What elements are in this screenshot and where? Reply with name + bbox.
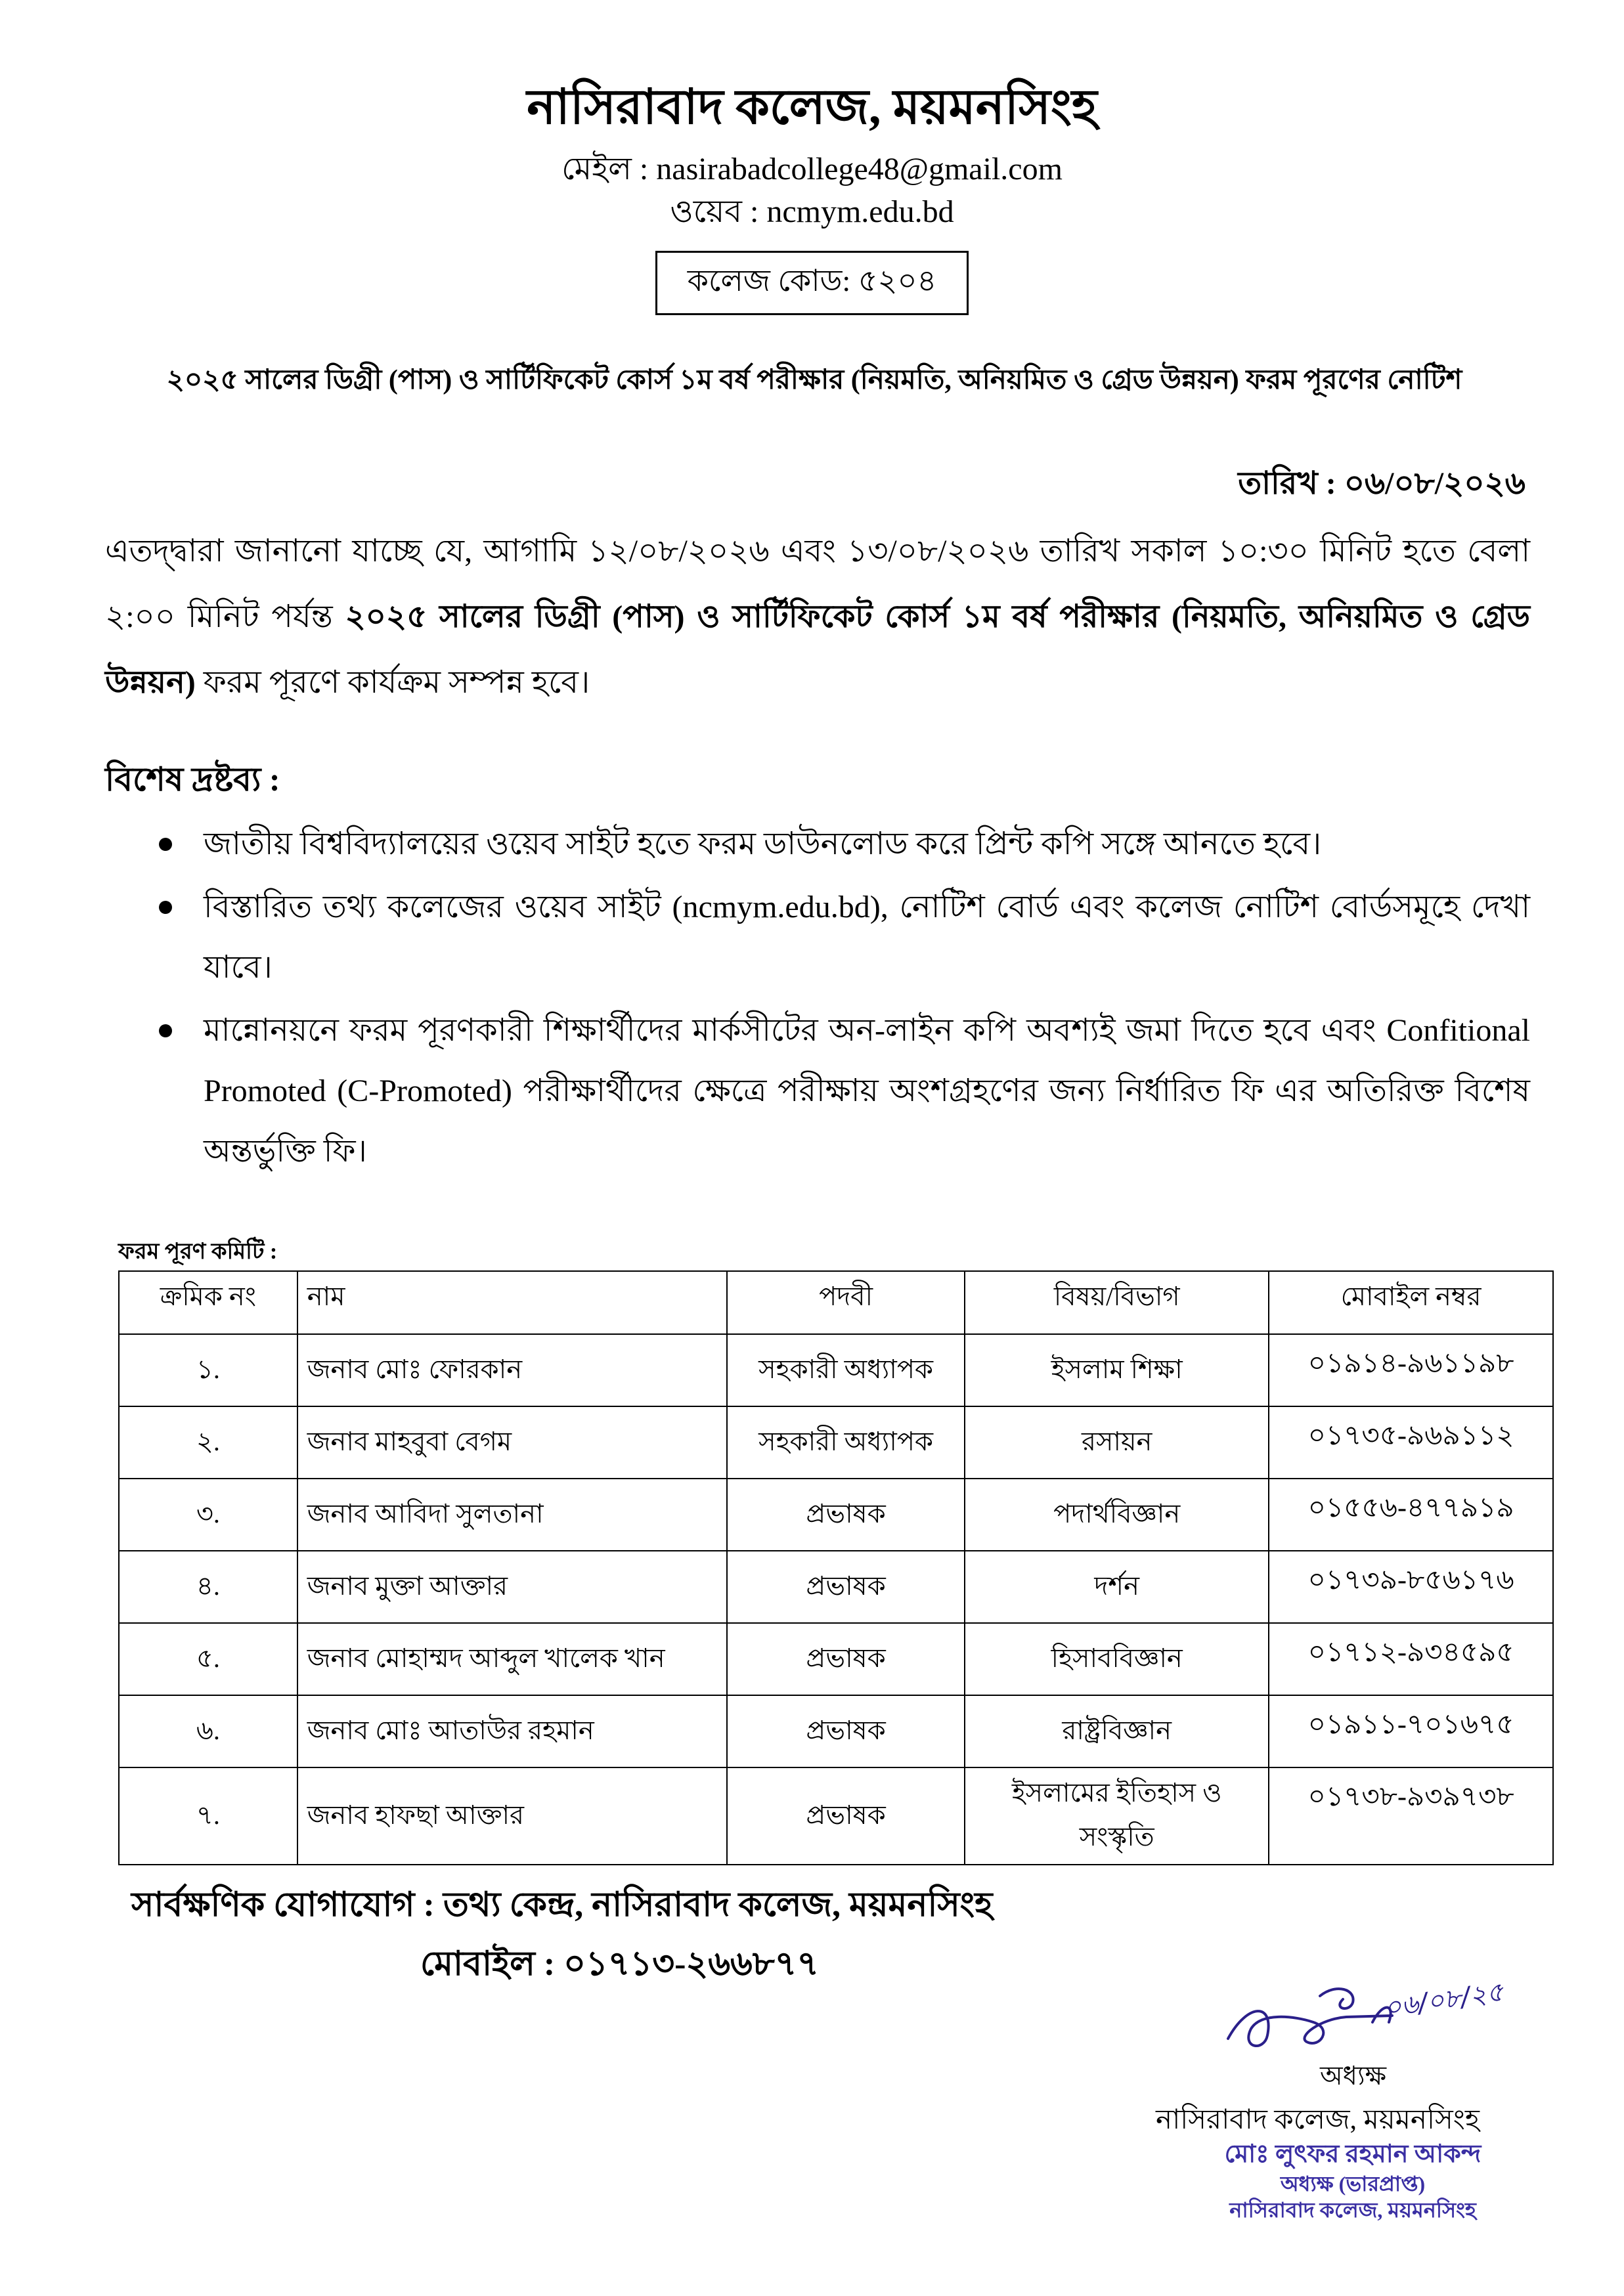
column-header-serial: ক্রমিক নং <box>119 1271 297 1334</box>
footer-contact: সার্বক্ষণিক যোগাযোগ : তথ্য কেন্দ্র, নাসিরাবাদ কলেজ, ময়মনসিংহ <box>131 1886 993 1924</box>
notice-body-intro: এতদ্দ্বারা জানানো যাচ্ছে যে, আগামি ১২/০৮/২০২৬ এবং ১৩/০৮/২০২৬ তারিখ সকাল ১০:৩০ মিনিট হতে বেলা ২:০০ মিনিট পর্যন্ত <box>105 534 1530 634</box>
serial-cell: ২. <box>119 1406 297 1479</box>
mobile-cell: ০১৭৩৮-৯৩৯৭৩৮ <box>1269 1767 1553 1865</box>
dept-cell: ইসলাম শিক্ষা <box>965 1334 1269 1406</box>
name-cell: জনাব মোঃ ফোরকান <box>297 1334 727 1406</box>
mobile-cell: ০১৭৩৯-৮৫৬১৭৬ <box>1269 1551 1553 1623</box>
dept-cell: রাষ্ট্রবিজ্ঞান <box>965 1695 1269 1767</box>
name-cell: জনাব মাহবুবা বেগম <box>297 1406 727 1479</box>
mobile-cell: ০১৯১১-৭০১৬৭৫ <box>1269 1695 1553 1767</box>
mobile-cell: ০১৫৫৬-৪৭৭৯১৯ <box>1269 1479 1553 1551</box>
post-cell: প্রভাষক <box>727 1623 965 1695</box>
post-cell: প্রভাষক <box>727 1767 965 1865</box>
list-item <box>151 1001 1530 1182</box>
official-seal-stamp <box>1208 2139 1497 2223</box>
post-cell: প্রভাষক <box>727 1479 965 1551</box>
college-website: ওয়েব : ncmym.edu.bd <box>670 194 954 230</box>
signature-image <box>1221 1976 1537 2062</box>
list-item-text: বিস্তারিত তথ্য কলেজের ওয়েব সাইট (ncmym.edu.bd), নোটিশ বোর্ড এবং কলেজ নোটিশ বোর্ডসমূহে দেখা যাবে। <box>204 890 1530 985</box>
bullet-icon <box>159 901 172 914</box>
list-item-text: জাতীয় বিশ্ববিদ্যালয়ের ওয়েব সাইট হতে ফরম ডাউনলোড করে প্রিন্ট কপি সঙ্গে আনতে হবে। <box>204 827 1322 861</box>
post-cell: সহকারী অধ্যাপক <box>727 1406 965 1479</box>
bullet-icon <box>159 1024 172 1037</box>
serial-cell: ৩. <box>119 1479 297 1551</box>
post-cell: সহকারী অধ্যাপক <box>727 1334 965 1406</box>
footer-mobile: মোবাইল : ০১৭১৩-২৬৬৮৭৭ <box>420 1945 820 1983</box>
serial-cell: ৪. <box>119 1551 297 1623</box>
mobile-cell: ০১৯১৪-৯৬১১৯৮ <box>1269 1334 1553 1406</box>
signature-date-text: ০৬/০৮/২৫ <box>1382 1976 1506 2024</box>
stamp-title: অধ্যক্ষ (ভারপ্রাপ্ত) <box>1280 2171 1426 2196</box>
committee-label: ফরম পূরণ কমিটি : <box>118 1240 278 1264</box>
serial-cell: ৬. <box>119 1695 297 1767</box>
signatory-college: নাসিরাবাদ কলেজ, ময়মনসিংহ <box>1156 2105 1480 2135</box>
table-row <box>119 1406 1553 1479</box>
mobile-cell: ০১৭৩৫-৯৬৯১১২ <box>1269 1406 1553 1479</box>
notice-body <box>105 519 1530 716</box>
serial-cell: ৭. <box>119 1767 297 1865</box>
notice-date: তারিখ : ০৬/০৮/২০২৬ <box>1238 466 1525 501</box>
committee-table <box>118 1270 1554 1865</box>
serial-cell: ১. <box>119 1334 297 1406</box>
post-cell: প্রভাষক <box>727 1695 965 1767</box>
signatory-title: অধ্যক্ষ <box>1320 2061 1387 2090</box>
dept-cell: ইসলামের ইতিহাস ও সংস্কৃতি <box>965 1767 1269 1865</box>
table-row <box>119 1479 1553 1551</box>
dept-cell: দর্শন <box>965 1551 1269 1623</box>
special-note-list <box>151 814 1530 1184</box>
column-header-mobile: মোবাইল নম্বর <box>1269 1271 1553 1334</box>
table-row <box>119 1695 1553 1767</box>
name-cell: জনাব মোহাম্মদ আব্দুল খালেক খান <box>297 1623 727 1695</box>
notice-title: ২০২৫ সালের ডিগ্রী (পাস) ও সার্টিফিকেট কোর্স ১ম বর্ষ পরীক্ষার (নিয়মতি, অনিয়মিত ও গ্রেড উন্নয়ন) ফরম পূরণের নোটিশ <box>166 365 1462 395</box>
table-header-row <box>119 1271 1553 1334</box>
mobile-cell: ০১৭১২-৯৩৪৫৯৫ <box>1269 1623 1553 1695</box>
post-cell: প্রভাষক <box>727 1551 965 1623</box>
stamp-college: নাসিরাবাদ কলেজ, ময়মনসিংহ <box>1229 2198 1476 2222</box>
notice-body-bold: ২০২৫ সালের ডিগ্রী (পাস) ও সার্টিফিকেট কোর্স ১ম বর্ষ পরীক্ষার (নিয়মতি, অনিয়মিত ও গ্রেড উন্নয়ন) <box>105 599 1531 700</box>
serial-cell: ৫. <box>119 1623 297 1695</box>
list-item-text: মান্নোনয়নে ফরম পূরণকারী শিক্ষার্থীদের মার্কসীটের অন-লাইন কপি অবশ্যই জমা দিতে হবে এবং Confitional Promoted (C-Promoted) পরীক্ষার্থীদের ক্ষেত্রে পরীক্ষায় অংশগ্রহণের জন্য নির্ধারিত ফি এর অতিরিক্ত বিশেষ অন্তর্ভুক্তি ফি। <box>204 1013 1530 1169</box>
name-cell: জনাব আবিদা সুলতানা <box>297 1479 727 1551</box>
table-row <box>119 1623 1553 1695</box>
table-row <box>119 1767 1553 1865</box>
column-header-name: নাম <box>297 1271 727 1334</box>
table-row <box>119 1551 1553 1623</box>
name-cell: জনাব মুক্তা আক্তার <box>297 1551 727 1623</box>
stamp-name: মোঃ লুৎফর রহমান আকন্দ <box>1224 2140 1481 2168</box>
list-item <box>151 877 1530 998</box>
name-cell: জনাব মোঃ আতাউর রহমান <box>297 1695 727 1767</box>
list-item <box>151 814 1530 875</box>
column-header-dept: বিষয়/বিভাগ <box>965 1271 1269 1334</box>
notice-body-end: ফরম পূরণে কার্যক্রম সম্পন্ন হবে। <box>203 665 590 700</box>
college-email: মেইল : nasirabadcollege48@gmail.com <box>561 151 1063 186</box>
letterhead <box>0 79 1624 315</box>
table-row <box>119 1334 1553 1406</box>
special-note-heading: বিশেষ দ্রষ্টব্য : <box>105 761 280 798</box>
dept-cell: পদার্থবিজ্ঞান <box>965 1479 1269 1551</box>
college-code-box: কলেজ কোড: ৫২০৪ <box>655 251 969 315</box>
dept-cell: রসায়ন <box>965 1406 1269 1479</box>
dept-cell: হিসাববিজ্ঞান <box>965 1623 1269 1695</box>
column-header-post: পদবী <box>727 1271 965 1334</box>
name-cell: জনাব হাফছা আক্তার <box>297 1767 727 1865</box>
bullet-icon <box>159 838 172 851</box>
college-name: নাসিরাবাদ কলেজ, ময়মনসিংহ <box>527 81 1097 135</box>
